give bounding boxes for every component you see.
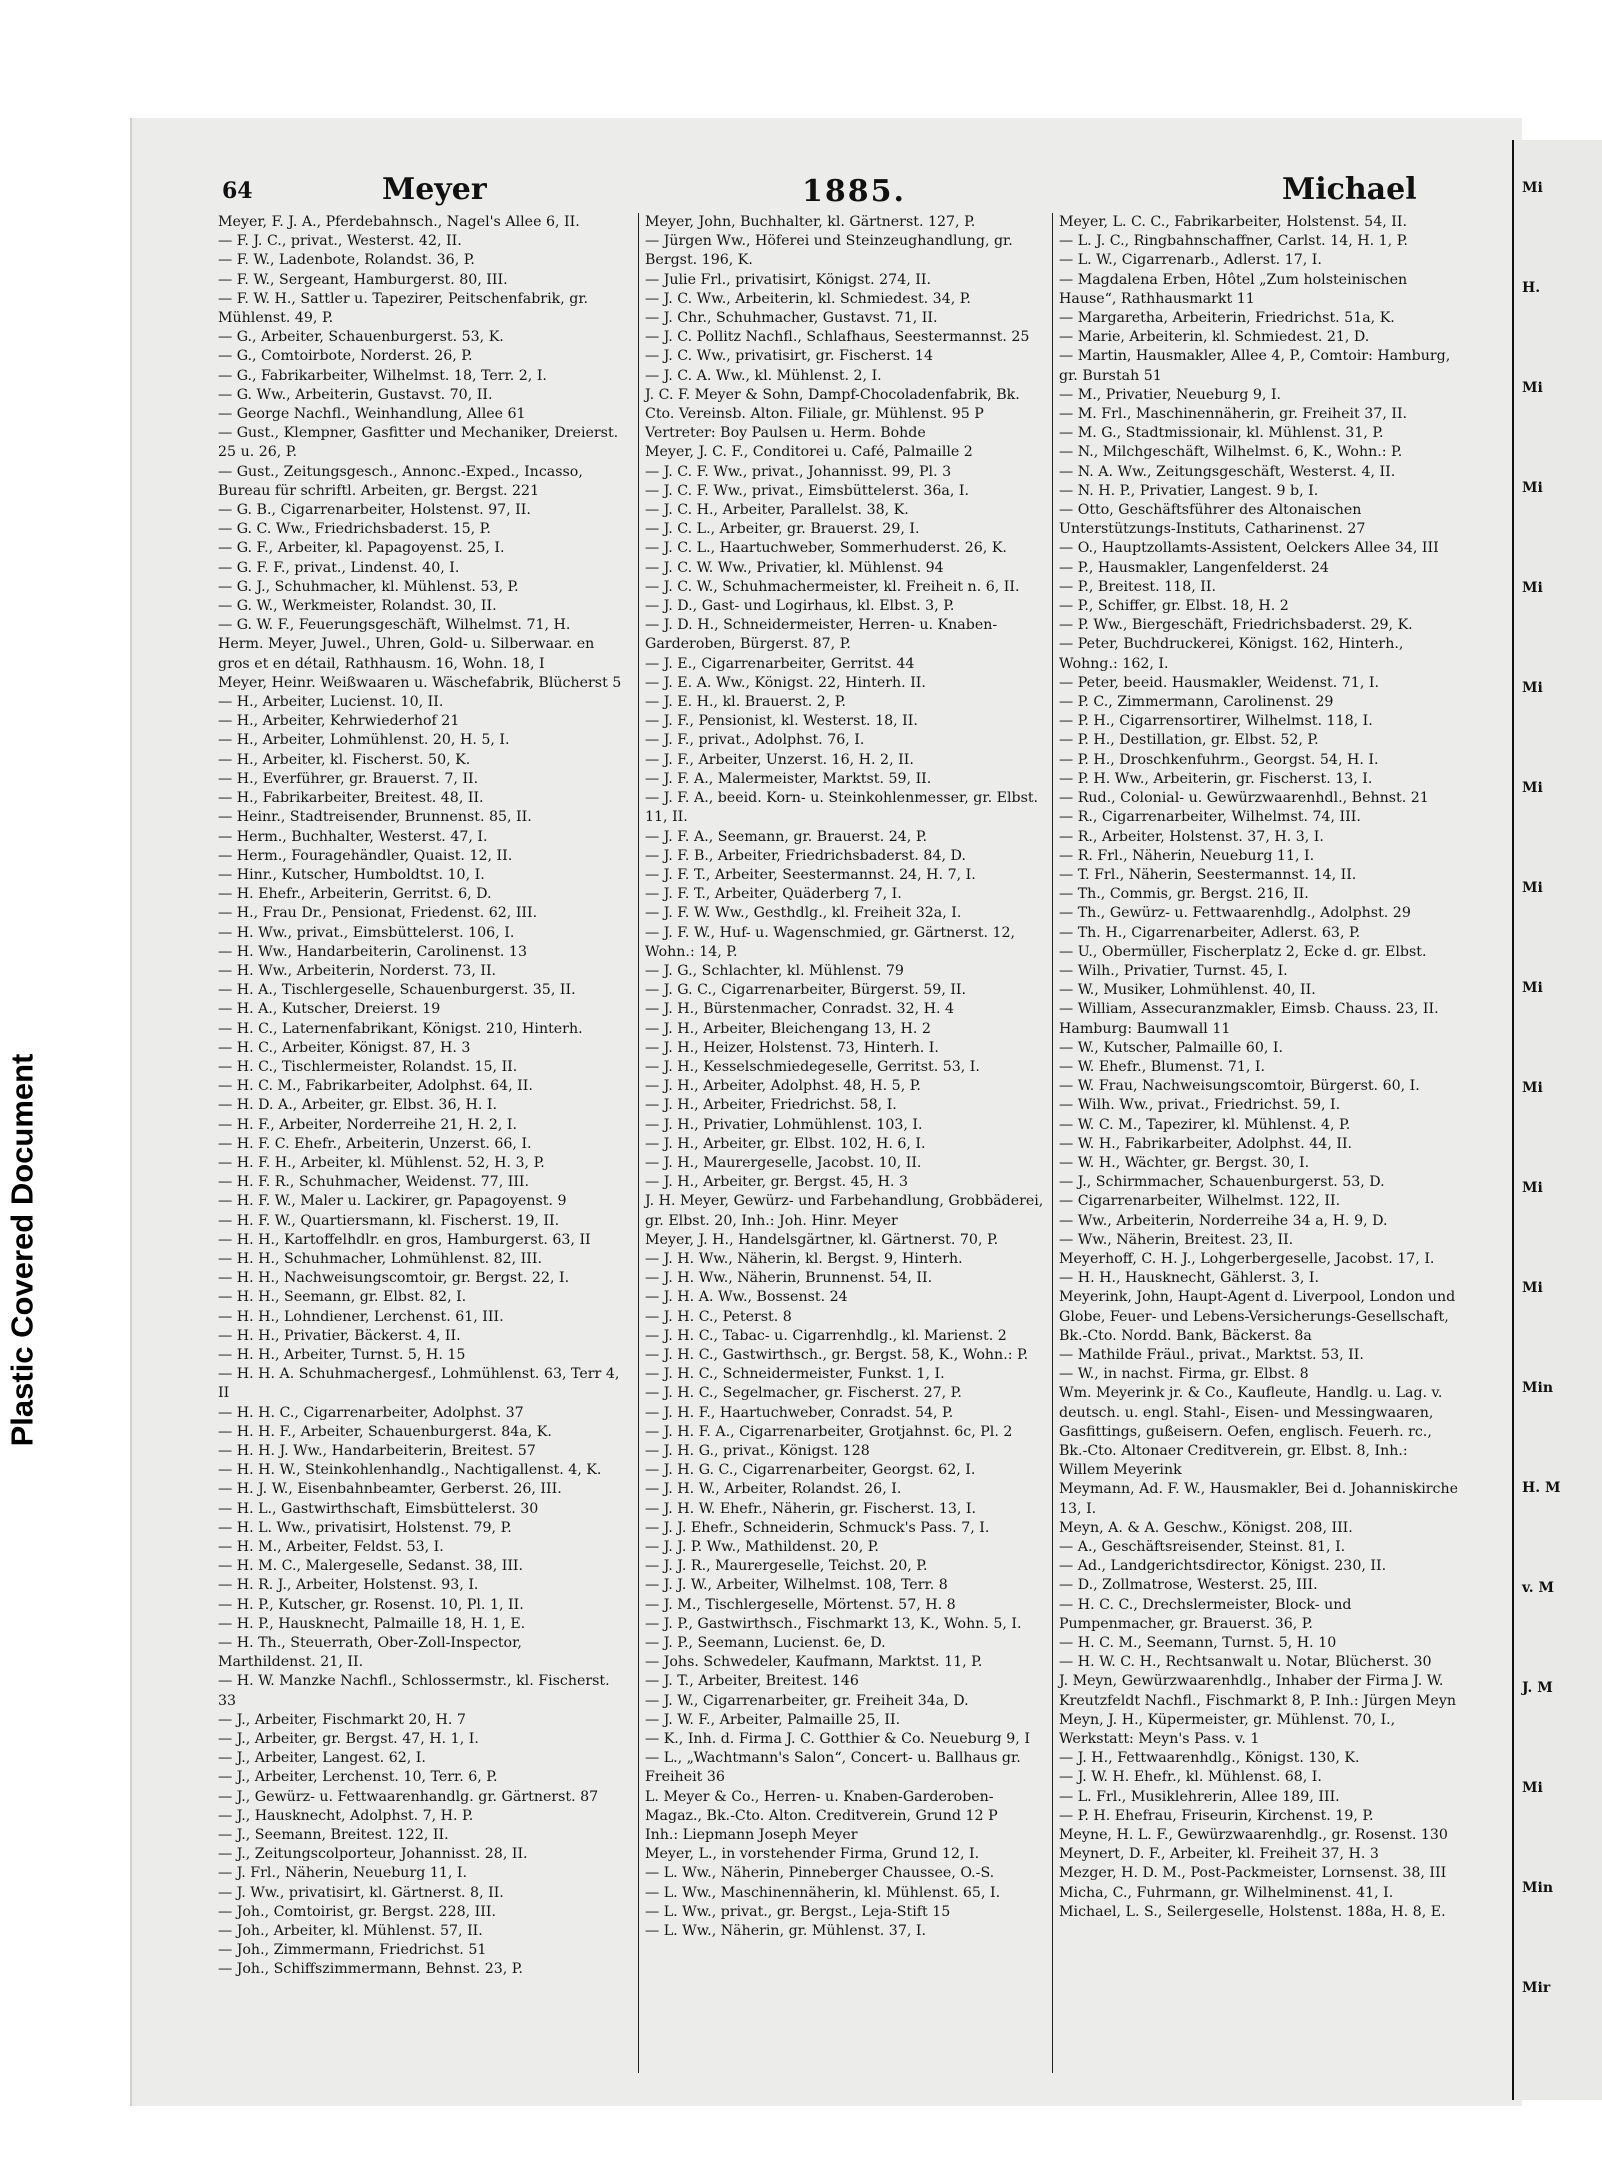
directory-entry: — L. W., Cigarrenarb., Adlerst. 17, I. [1059,252,1322,269]
directory-entry: L. Meyer & Co., Herren- u. Knaben-Garderoben-Magaz., Bk.-Cto. Alton. Creditverein, Grund 12 P [645,1788,998,1824]
directory-entry: — W. Frau, Nachweisungscomtoir, Bürgerst. 60, I. [1059,1078,1420,1095]
next-page-fragment: Mi [1522,380,1543,396]
directory-entry: Meyer, J. C. F., Conditorei u. Café, Palmaille 2 [645,444,973,461]
directory-entry: — H. H. W., Steinkohlenhandlg., Nachtigallenst. 4, K. [218,1462,602,1479]
directory-entry: — H., Arbeiter, Lucienst. 10, II. [218,694,444,711]
directory-entry: — J. F. B., Arbeiter, Friedrichsbaderst. 84, D. [645,847,966,864]
directory-entry: J. Meyn, Gewürzwaarenhdlg., Inhaber der Firma J. W. Kreutzfeldt Nachfl., Fischmarkt 8, P. Inh.: Jürgen Meyn [1059,1673,1456,1709]
directory-entry: — H. L. Ww., privatisirt, Holstenst. 79, P. [218,1519,512,1536]
directory-entry: — J. J. P. Ww., Mathildenst. 20, P. [645,1539,879,1556]
directory-entry: Meyer, John, Buchhalter, kl. Gärtnerst. 127, P. [645,214,976,230]
directory-entry: — H., Arbeiter, Kehrwiederhof 21 [218,713,460,730]
directory-entry: — J. H., Bürstenmacher, Conradst. 32, H. 4 [645,1001,955,1018]
directory-entry: — H., Arbeiter, Lohmühlenst. 20, H. 5, I. [218,732,510,749]
directory-entry: — H. Th., Steuerrath, Ober-Zoll-Inspector, Marthildenst. 21, II. [218,1635,527,1671]
directory-entry: — J. C. W., Schuhmachermeister, kl. Freiheit n. 6, II. [645,578,1020,595]
directory-entry: — W. Ehefr., Blumenst. 71, I. [1059,1058,1265,1075]
directory-entry: — H. H., Nachweisungscomtoir, gr. Bergst. 22, I. [218,1270,570,1287]
directory-entry: — F. W., Ladenbote, Rolandst. 36, P. [218,252,475,269]
directory-entry: — J. H. Ww., Näherin, Brunnenst. 54, II. [645,1270,933,1287]
directory-entry: — Joh., Schiffszimmermann, Behnst. 23, P. [218,1961,523,1978]
directory-entry: Meynert, D. F., Arbeiter, kl. Freiheit 37, H. 3 [1059,1846,1379,1863]
directory-entry: — J. J. Ehefr., Schneiderin, Schmuck's Pass. 7, I. [645,1519,990,1536]
header-year: 1885. [802,174,906,209]
directory-entry: — L. Ww., Näherin, Pinneberger Chaussee, O.-S. [645,1865,995,1882]
directory-entry: — J. F. A., Seemann, gr. Brauerst. 24, P. [645,828,928,845]
directory-entry: — J. P., Seemann, Lucienst. 6e, D. [645,1635,886,1652]
next-page-fragment: Mi [1522,1780,1543,1796]
directory-entry: Micha, C., Fuhrmann, gr. Wilhelminenst. 41, I. [1059,1884,1394,1901]
next-page-fragment: Mi [1522,1180,1543,1196]
directory-entry: — M., Privatier, Neueburg 9, I. [1059,386,1282,403]
directory-entry: — N. H. P., Privatier, Langest. 9 b, I. [1059,482,1319,499]
directory-entry: — G. C. Ww., Friedrichsbaderst. 15, P. [218,521,491,538]
directory-entry: — N. A. Ww., Zeitungsgeschäft, Westerst. 4, II. [1059,463,1396,480]
directory-entry: — L., „Wachtmann's Salon“, Concert- u. Ballhaus gr. Freiheit 36 [645,1750,1026,1786]
directory-entry: — P. H. Ehefrau, Friseurin, Kirchenst. 19, P. [1059,1807,1374,1824]
directory-entry: — Gust., Zeitungsgesch., Annonc.-Exped., Incasso, Bureau für schriftl. Arbeiten, gr. Bergst. 221 [218,463,588,499]
directory-entry: — H. A., Kutscher, Dreierst. 19 [218,1001,441,1018]
directory-entry: — Johs. Schwedeler, Kaufmann, Marktst. 11, P. [645,1654,983,1671]
directory-entry: — J. H., Arbeiter, Adolphst. 48, H. 5, P. [645,1078,921,1095]
column-2 [638,213,1047,2073]
directory-entry: — J. H. C., Peterst. 8 [645,1308,792,1325]
directory-entry: Meyerink, John, Haupt-Agent d. Liverpool, London und Globe, Feuer- und Lebens-Versicherungs-Gesellschaft, Bk.-Cto. Nordd. Bank, Bäckerst. 8a [1059,1289,1460,1344]
directory-entry: — H. H. C., Cigarrenarbeiter, Adolphst. 37 [218,1404,524,1421]
directory-entry: — H. H., Kartoffelhdlr. en gros, Hamburgerst. 63, II [218,1231,591,1248]
next-page-fragment: Min [1522,1380,1553,1396]
directory-entry: — G. W., Werkmeister, Rolandst. 30, II. [218,598,497,615]
directory-entry: — H. Ww., Arbeiterin, Norderst. 73, II. [218,962,497,979]
directory-entry: — L. Ww., privat., gr. Bergst., Leja-Stift 15 [645,1903,951,1920]
directory-entry: — Margaretha, Arbeiterin, Friedrichst. 51a, K. [1059,310,1395,327]
directory-entry: — H. P., Kutscher, gr. Rosenst. 10, Pl. 1, II. [218,1596,524,1613]
directory-entry: — J. F. A., beeid. Korn- u. Steinkohlenmesser, gr. Elbst. 11, II. [645,790,1043,826]
directory-entry: J. H. Meyer, Gewürz- und Farbehandlung, Grobbäderei, gr. Elbst. 20, Inh.: Joh. Hinr. Meyer [645,1193,1048,1229]
directory-entry: — G. F., Arbeiter, kl. Papagoyenst. 25, I. [218,540,505,557]
directory-entry: — J. D. H., Schneidermeister, Herren- u. Knaben-Garderoben, Bürgerst. 87, P. [645,617,998,653]
directory-entry: Mezger, H. D. M., Post-Packmeister, Lornsenst. 38, III [1059,1865,1447,1882]
directory-entry: — J. H. F., Haartuchweber, Conradst. 54, P. [645,1404,954,1421]
directory-entry: — Marie, Arbeiterin, kl. Schmiedest. 21, D. [1059,329,1370,346]
directory-entry: Herm. Meyer, Juwel., Uhren, Gold- u. Silberwaar. en gros et en détail, Rathhausm. 16, Wohn. 18, I [218,636,599,672]
directory-entry: — H. D. A., Arbeiter, gr. Elbst. 36, H. I. [218,1097,498,1114]
directory-entry: — W., in nachst. Firma, gr. Elbst. 8 [1059,1366,1309,1383]
directory-entry: Meyerhoff, C. H. J., Lohgerbergeselle, Jacobst. 17, I. [1059,1250,1435,1267]
next-page-fragment: Mi [1522,1280,1543,1296]
directory-entry: — Wilh. Ww., privat., Friedrichst. 59, I. [1059,1097,1341,1114]
next-page-fragment: Mi [1522,880,1543,896]
directory-entry: — H. H., Hausknecht, Gählerst. 3, I. [1059,1270,1319,1287]
next-page-fragment: Mi [1522,580,1543,596]
directory-entry: — Joh., Arbeiter, kl. Mühlenst. 57, II. [218,1923,483,1940]
directory-entry: Inh.: Liepmann Joseph Meyer [645,1827,858,1844]
side-label-text: Plastic Covered Document [4,1053,40,1447]
directory-entry: — N., Milchgeschäft, Wilhelmst. 6, K., Wohn.: P. [1059,444,1403,461]
directory-entry: — J. C. Ww., privatisirt, gr. Fischerst. 14 [645,348,933,365]
directory-entry: — W. H., Fabrikarbeiter, Adolphst. 44, II. [1059,1135,1353,1152]
directory-entry: — H. F., Arbeiter, Norderreihe 21, H. 2, I. [218,1116,518,1133]
directory-entry: — H. Ww., Handarbeiterin, Carolinenst. 13 [218,943,527,960]
directory-entry: — J. G., Schlachter, kl. Mühlenst. 79 [645,962,904,979]
directory-entry: — G. W. F., Feuerungsgeschäft, Wilhelmst. 71, H. [218,617,571,634]
directory-entry: — H. W. C. H., Rechtsanwalt u. Notar, Blücherst. 30 [1059,1654,1432,1671]
directory-entry: — J. C. F. Ww., privat., Eimsbüttelerst. 36a, I. [645,482,970,499]
next-page-fragment: Mi [1522,1080,1543,1096]
directory-entry: — H. P., Hausknecht, Palmaille 18, H. 1, E. [218,1615,526,1632]
directory-entry: — J. H. C., Segelmacher, gr. Fischerst. 27, P. [645,1385,962,1402]
directory-entry: — Jürgen Ww., Höferei und Steinzeughandlung, gr. Bergst. 196, K. [645,233,1018,269]
directory-entry: — J. F., privat., Adolphst. 76, I. [645,732,865,749]
next-page-fragment: H. M [1522,1480,1561,1496]
directory-entry: — G., Comtoirbote, Norderst. 26, P. [218,348,473,365]
directory-entry: — M. Frl., Maschinennäherin, gr. Freiheit 37, II. [1059,406,1408,423]
directory-entry: — J. E. H., kl. Brauerst. 2, P. [645,694,846,711]
directory-entry: — H. C. M., Seemann, Turnst. 5, H. 10 [1059,1635,1337,1652]
next-page-fragment: H. [1522,280,1541,296]
directory-entry: — Ww., Näherin, Breitest. 23, II. [1059,1231,1294,1248]
column-3 [1052,213,1463,2073]
directory-entry: — J. H. C., Tabac- u. Cigarrenhdlg., kl. Marienst. 2 [645,1327,1007,1344]
directory-entry: — H. L., Gastwirthschaft, Eimsbüttelerst. 30 [218,1500,539,1517]
directory-entry: — J. H. C., Schneidermeister, Funkst. 1, I. [645,1366,945,1383]
directory-entry: — H., Everführer, gr. Brauerst. 7, II. [218,770,479,787]
directory-entry: — J. F. T., Arbeiter, Quäderberg 7, I. [645,886,902,903]
directory-entry: — H. H., Seemann, gr. Elbst. 82, I. [218,1289,467,1306]
directory-entry: — P., Hausmakler, Langenfelderst. 24 [1059,559,1329,576]
directory-entry: — J. T., Arbeiter, Breitest. 146 [645,1673,859,1690]
directory-entry: — W., Kutscher, Palmaille 60, I. [1059,1039,1283,1056]
directory-entry: — J., Hausknecht, Adolphst. 7, H. P. [218,1807,474,1824]
directory-entry: — Cigarrenarbeiter, Wilhelmst. 122, II. [1059,1193,1341,1210]
directory-entry: — J. H., Arbeiter, Bleichengang 13, H. 2 [645,1020,931,1037]
directory-entry: Meyer, L. C. C., Fabrikarbeiter, Holstenst. 54, II. [1059,214,1407,230]
column-1 [218,213,623,2073]
directory-entry: — H. C. C., Drechslermeister, Block- und Pumpenmacher, gr. Brauerst. 36, P. [1059,1596,1356,1632]
directory-entry: — J. F. W., Huf- u. Wagenschmied, gr. Gärtnerst. 12, Wohn.: 14, P. [645,924,1020,960]
directory-entry: — Gust., Klempner, Gasfitter und Mechaniker, Dreierst. 25 u. 26, P. [218,425,623,461]
directory-entry: — L. Ww., Näherin, gr. Mühlenst. 37, I. [645,1923,926,1940]
directory-entry: — P. C., Zimmermann, Carolinenst. 29 [1059,694,1334,711]
directory-entry: — J., Schirmmacher, Schauenburgerst. 53, D. [1059,1174,1385,1191]
directory-entry: — P. H. Ww., Arbeiterin, gr. Fischerst. 13, I. [1059,770,1373,787]
directory-entry: — J. H., Fettwaarenhdlg., Königst. 130, K. [1059,1750,1360,1767]
directory-entry: — H. H., Schuhmacher, Lohmühlenst. 82, III. [218,1250,542,1267]
next-page-fragment: Mi [1522,780,1543,796]
directory-entry: — P. Ww., Biergeschäft, Friedrichsbaderst. 29, K. [1059,617,1413,634]
directory-entry: — George Nachfl., Weinhandlung, Allee 61 [218,406,526,423]
directory-entry: — W., Musiker, Lohmühlenst. 40, II. [1059,982,1316,999]
directory-entry: — J. F. A., Malermeister, Marktst. 59, II. [645,770,932,787]
directory-entry: — J., Gewürz- u. Fettwaarenhandlg. gr. Gärtnerst. 87 [218,1788,599,1805]
directory-entry: — Th., Gewürz- u. Fettwaarenhdlg., Adolphst. 29 [1059,905,1411,922]
directory-entry: — L. J. C., Ringbahnschaffner, Carlst. 14, H. 1, P. [1059,233,1408,250]
directory-entry: — J. F. T., Arbeiter, Seestermannst. 24, H. 7, I. [645,866,976,883]
directory-entry: — Peter, beeid. Hausmakler, Weidenst. 71, I. [1059,674,1379,691]
directory-entry: — W. H., Wächter, gr. Bergst. 30, I. [1059,1154,1310,1171]
directory-entry: — Herm., Fouragehändler, Quaist. 12, II. [218,847,513,864]
directory-entry: — Julie Frl., privatisirt, Königst. 274, II. [645,271,931,288]
directory-entry: Wm. Meyerink jr. & Co., Kaufleute, Handlg. u. Lag. v. deutsch. u. engl. Stahl-, Eisen- und Messingwaaren, Gasfittings, gußeisern. Oefen, englisch. Feuerh. rc., Bk.-Cto. Altonaer Creditverein, gr. Elbst. 8, Inh.: Willem Meyerink [1059,1385,1447,1479]
directory-entry: — J. C. Ww., Arbeiterin, kl. Schmiedest. 34, P. [645,290,971,307]
directory-entry: — G. Ww., Arbeiterin, Gustavst. 70, II. [218,386,493,403]
directory-entry: — L. Frl., Musiklehrerin, Allee 189, III. [1059,1788,1340,1805]
directory-entry: — H. F. W., Maler u. Lackirer, gr. Papagoyenst. 9 [218,1193,567,1210]
directory-entry: — H., Frau Dr., Pensionat, Friedenst. 62, III. [218,905,538,922]
directory-entry: — J. C. Pollitz Nachfl., Schlafhaus, Seestermannst. 25 [645,329,1030,346]
directory-entry: — J. H. F. A., Cigarrenarbeiter, Grotjahnst. 6c, Pl. 2 [645,1423,1013,1440]
directory-entry: — P., Breitest. 118, II. [1059,578,1216,595]
directory-entry: Meyer, L., in vorstehender Firma, Grund 12, I. [645,1846,980,1863]
directory-entry: — H. F. W., Quartiersmann, kl. Fischerst. 19, II. [218,1212,560,1229]
directory-entry: — G., Arbeiter, Schauenburgerst. 53, K. [218,329,504,346]
directory-entry: — J., Arbeiter, Lerchenst. 10, Terr. 6, P. [218,1769,498,1786]
directory-entry: — J. Ww., privatisirt, kl. Gärtnerst. 8, II. [218,1884,504,1901]
directory-entry: — O., Hauptzollamts-Assistent, Oelckers Allee 34, III [1059,540,1439,557]
page-header [222,168,1452,212]
directory-entry: — Magdalena Erben, Hôtel „Zum holsteinischen Hause“, Rathhausmarkt 11 [1059,271,1412,307]
next-page-fragment: v. M [1522,1580,1554,1596]
directory-entry: — J. H. G. C., Cigarrenarbeiter, Georgst. 62, I. [645,1462,976,1479]
directory-entry: — Mathilde Fräul., privat., Marktst. 53, II. [1059,1346,1364,1363]
directory-entry: — Peter, Buchdruckerei, Königst. 162, Hinterh., Wohng.: 162, I. [1059,636,1408,672]
directory-entry: — J. J. W., Arbeiter, Wilhelmst. 108, Terr. 8 [645,1577,948,1594]
directory-entry: — U., Obermüller, Fischerplatz 2, Ecke d. gr. Elbst. [1059,943,1427,960]
directory-entry: — J. P., Gastwirthsch., Fischmarkt 13, K., Wohn. 5, I. [645,1615,1022,1632]
directory-entry: — J. E. A. Ww., Königst. 22, Hinterh. II. [645,674,926,691]
directory-entry: — J. H. C., Gastwirthsch., gr. Bergst. 58, K., Wohn.: P. [645,1346,1029,1363]
directory-entry: — J. C. L., Haartuchweber, Sommerhuderst. 26, K. [645,540,1007,557]
directory-entry: — F. W. H., Sattler u. Tapezirer, Peitschenfabrik, gr. Mühlenst. 49, P. [218,290,593,327]
next-page-fragment: Mi [1522,480,1543,496]
directory-entry: — L. Ww., Maschinennäherin, kl. Mühlenst. 65, I. [645,1884,1001,1901]
directory-entry: — J. H., Arbeiter, gr. Elbst. 102, H. 6, I. [645,1135,926,1152]
directory-entry: — J. H., Maurergeselle, Jacobst. 10, II. [645,1154,922,1171]
directory-entry: — Hinr., Kutscher, Humboldtst. 10, I. [218,866,485,883]
directory-entry: — P. H., Droschkenfuhrm., Georgst. 54, H. I. [1059,751,1379,768]
directory-entry: — H. C., Laternenfabrikant, Königst. 210, Hinterh. [218,1020,583,1037]
header-left-word: Meyer [382,172,487,207]
directory-entry: — H. H., Privatier, Bäckerst. 4, II. [218,1327,461,1344]
directory-entry: — H. C., Arbeiter, Königst. 87, H. 3 [218,1039,471,1056]
directory-entry: — G. B., Cigarrenarbeiter, Holstenst. 97, II. [218,502,531,519]
directory-entry: — H. A., Tischlergeselle, Schauenburgerst. 35, II. [218,982,576,999]
directory-entry: — J. Frl., Näherin, Neueburg 11, I. [218,1865,468,1882]
directory-entry: Meyn, A. & A. Geschw., Königst. 208, III. [1059,1519,1353,1536]
directory-entry: Meymann, Ad. F. W., Hausmakler, Bei d. Johanniskirche 13, I. [1059,1481,1463,1517]
directory-entry: — P. H., Cigarrensortirer, Wilhelmst. 118, I. [1059,713,1373,730]
directory-entry: — A., Geschäftsreisender, Steinst. 81, I. [1059,1539,1346,1556]
directory-entry: — G. J., Schuhmacher, kl. Mühlenst. 53, P. [218,578,519,595]
directory-entry: — R., Arbeiter, Holstenst. 37, H. 3, I. [1059,828,1324,845]
directory-entry: — Joh., Comtoirist, gr. Bergst. 228, III. [218,1903,496,1920]
directory-entry: — J. C. L., Arbeiter, gr. Brauerst. 29, I. [645,521,920,538]
directory-entry: — K., Inh. d. Firma J. C. Gotthier & Co. Neueburg 9, I [645,1731,1030,1748]
directory-entry: — J. Chr., Schuhmacher, Gustavst. 71, II. [645,310,938,327]
directory-entry: — H. H., Lohndiener, Lerchenst. 61, III. [218,1308,504,1325]
next-page-fragment: J. M [1522,1680,1553,1696]
directory-entry: — H. J. W., Eisenbahnbeamter, Gerberst. 26, III. [218,1481,562,1498]
directory-entry: — Rud., Colonial- u. Gewürzwaarenhdl., Behnst. 21 [1059,790,1429,807]
directory-entry: — J., Arbeiter, gr. Bergst. 47, H. 1, I. [218,1731,479,1748]
directory-entry: — R., Cigarrenarbeiter, Wilhelmst. 74, III. [1059,809,1361,826]
directory-entry: — H. H. F., Arbeiter, Schauenburgerst. 84a, K. [218,1423,552,1440]
directory-entry: — J. H. W., Arbeiter, Rolandst. 26, I. [645,1481,902,1498]
next-page-fragment: Min [1522,1880,1553,1896]
directory-entry: — F. J. C., privat., Westerst. 42, II. [218,233,462,250]
directory-entry: — J. W. H. Ehefr., kl. Mühlenst. 68, I. [1059,1769,1322,1786]
directory-entry: — J. M., Tischlergeselle, Mörtenst. 57, H. 8 [645,1596,956,1613]
directory-entry: — William, Assecuranzmakler, Eimsb. Chauss. 23, II. Hamburg: Baumwall 11 [1059,1001,1444,1037]
directory-entry: — R. Frl., Näherin, Neueburg 11, I. [1059,847,1315,864]
directory-entry: — Ad., Landgerichtsdirector, Königst. 230, II. [1059,1558,1387,1575]
directory-entry: — J. H., Heizer, Holstenst. 73, Hinterh. I. [645,1039,939,1056]
directory-entry: — H., Fabrikarbeiter, Breitest. 48, II. [218,790,484,807]
directory-entry: — J. C. A. Ww., kl. Mühlenst. 2, I. [645,367,882,384]
next-page-fragment: Mir [1522,1980,1551,1996]
directory-entry: — J. C. W. Ww., Privatier, kl. Mühlenst. 94 [645,559,944,576]
directory-entry: — Wilh., Privatier, Turnst. 45, I. [1059,962,1288,979]
directory-entry: — Heinr., Stadtreisender, Brunnenst. 85, II. [218,809,532,826]
directory-page [130,118,1522,2106]
directory-entry: Meyn, J. H., Küpermeister, gr. Mühlenst. 70, I., Werkstatt: Meyn's Pass. v. 1 [1059,1711,1400,1748]
directory-entry: — Joh., Zimmermann, Friedrichst. 51 [218,1942,487,1959]
directory-entry: — Th. H., Cigarrenarbeiter, Adlerst. 63, P. [1059,924,1361,941]
directory-entry: — H. C., Tischlermeister, Rolandst. 15, II. [218,1058,518,1075]
directory-entry: — H. R. J., Arbeiter, Holstenst. 93, I. [218,1577,479,1594]
directory-entry: — P., Schiffer, gr. Elbst. 18, H. 2 [1059,598,1289,615]
directory-entry: — H. W. Manzke Nachfl., Schlossermstr., kl. Fischerst. 33 [218,1673,615,1709]
directory-entry: — J. H., Privatier, Lohmühlenst. 103, I. [645,1116,923,1133]
directory-entry: — J. C. H., Arbeiter, Parallelst. 38, K. [645,502,909,519]
directory-entry: — Martin, Hausmakler, Allee 4, P., Comtoir: Hamburg, gr. Burstah 51 [1059,348,1455,384]
directory-entry: — H. H. A. Schuhmachergesf., Lohmühlenst. 63, Terr 4, II [218,1366,624,1402]
directory-entry: — J. W., Cigarrenarbeiter, gr. Freiheit 34a, D. [645,1692,969,1709]
directory-entry: — H. F. R., Schuhmacher, Weidenst. 77, III. [218,1174,530,1191]
directory-entry: — J. C. F. Ww., privat., Johannisst. 99, Pl. 3 [645,463,952,480]
directory-entry: Meyne, H. L. F., Gewürzwaarenhdlg., gr. Rosenst. 130 [1059,1827,1448,1844]
directory-entry: — H. M. C., Malergeselle, Sedanst. 38, III. [218,1558,524,1575]
directory-entry: — Ww., Arbeiterin, Norderreihe 34 a, H. 9, D. [1059,1212,1388,1229]
directory-entry: — J. F., Pensionist, kl. Westerst. 18, II. [645,713,918,730]
directory-entry: — H. F. H., Arbeiter, kl. Mühlenst. 52, H. 3, P. [218,1154,545,1171]
directory-entry: — F. W., Sergeant, Hamburgerst. 80, III. [218,271,508,288]
directory-entry: — J. H., Kesselschmiedegeselle, Gerritst. 53, I. [645,1058,980,1075]
directory-entry: Meyer, J. H., Handelsgärtner, kl. Gärtnerst. 70, P. [645,1231,999,1248]
directory-entry: — H. F. C. Ehefr., Arbeiterin, Unzerst. 66, I. [218,1135,532,1152]
next-page-edge [1512,140,1602,2100]
directory-entry: — J. H., Arbeiter, Friedrichst. 58, I. [645,1097,897,1114]
directory-entry: — T. Frl., Näherin, Seestermannst. 14, II. [1059,866,1357,883]
directory-entry: Meyer, F. J. A., Pferdebahnsch., Nagel's Allee 6, II. [218,214,580,230]
directory-entry: — J. F. W. Ww., Gesthdlg., kl. Freiheit 32a, I. [645,905,962,922]
directory-entry: — J., Arbeiter, Fischmarkt 20, H. 7 [218,1711,466,1728]
directory-entry: — J. J. R., Maurergeselle, Teichst. 20, P. [645,1558,928,1575]
directory-entry: — M. G., Stadtmissionair, kl. Mühlenst. 31, P. [1059,425,1384,442]
directory-entry: — J. D., Gast- und Logirhaus, kl. Elbst. 3, P. [645,598,955,615]
next-page-fragment: Mi [1522,680,1543,696]
directory-entry: — J. H. Ww., Näherin, kl. Bergst. 9, Hinterh. [645,1250,963,1267]
side-label [4,1020,40,1480]
directory-entry: — J. H., Arbeiter, gr. Bergst. 45, H. 3 [645,1174,909,1191]
directory-entry: — J. E., Cigarrenarbeiter, Gerritst. 44 [645,655,915,672]
directory-entry: Vertreter: Boy Paulsen u. Herm. Bohde [645,425,926,442]
directory-entry: — H. H. J. Ww., Handarbeiterin, Breitest. 57 [218,1443,536,1459]
directory-entry: — H. H., Arbeiter, Turnst. 5, H. 15 [218,1346,466,1363]
directory-entry: — J. H. A. Ww., Bossenst. 24 [645,1289,848,1306]
directory-entry: — J., Seemann, Breitest. 122, II. [218,1827,449,1844]
directory-entry: — J. G. C., Cigarrenarbeiter, Bürgerst. 59, II. [645,982,967,999]
directory-entry: Meyer, Heinr. Weißwaaren u. Wäschefabrik, Blücherst 5 [218,674,622,691]
header-right-word: Michael [1282,172,1417,207]
directory-entry: — H. M., Arbeiter, Feldst. 53, I. [218,1539,444,1556]
directory-entry: — H. C. M., Fabrikarbeiter, Adolphst. 64, II. [218,1078,533,1095]
directory-entry: — J. H. W. Ehefr., Näherin, gr. Fischerst. 13, I. [645,1500,977,1517]
directory-entry: Michael, L. S., Seilergeselle, Holstenst. 188a, H. 8, E. [1059,1903,1446,1920]
next-page-fragment: Mi [1522,180,1543,196]
directory-entry: — G., Fabrikarbeiter, Wilhelmst. 18, Terr. 2, I. [218,367,547,384]
next-page-fragment: Mi [1522,980,1543,996]
directory-entry: — G. F. F., privat., Lindenst. 40, I. [218,559,460,576]
directory-entry: — J., Zeitungscolporteur, Johannisst. 28, II. [218,1846,528,1863]
directory-entry: — Th., Commis, gr. Bergst. 216, II. [1059,886,1309,903]
directory-entry: — W. C. M., Tapezirer, kl. Mühlenst. 4, P. [1059,1116,1351,1133]
page-number: 64 [222,178,253,204]
directory-entry: — P. H., Destillation, gr. Elbst. 52, P. [1059,732,1319,749]
directory-entry: — H., Arbeiter, kl. Fischerst. 50, K. [218,751,471,768]
directory-entry: — J. W. F., Arbeiter, Palmaille 25, II. [645,1711,901,1728]
directory-entry: — D., Zollmatrose, Westerst. 25, III. [1059,1577,1318,1594]
directory-entry: — J. F., Arbeiter, Unzerst. 16, H. 2, II. [645,751,914,768]
directory-entry: — J. H. G., privat., Königst. 128 [645,1443,870,1459]
directory-entry: — Otto, Geschäftsführer des Altonaischen Unterstützungs-Instituts, Catharinenst. 27 [1059,502,1366,538]
directory-entry: — H. Ww., privat., Eimsbüttelerst. 106, I. [218,924,515,941]
directory-entry: J. C. F. Meyer & Sohn, Dampf-Chocoladenfabrik, Bk. Cto. Vereinsb. Alton. Filiale, gr. Mühlenst. 95 P [645,386,1025,423]
directory-entry: — Herm., Buchhalter, Westerst. 47, I. [218,828,488,845]
directory-entry: — H. Ehefr., Arbeiterin, Gerritst. 6, D. [218,886,492,903]
directory-entry: — J., Arbeiter, Langest. 62, I. [218,1750,426,1767]
